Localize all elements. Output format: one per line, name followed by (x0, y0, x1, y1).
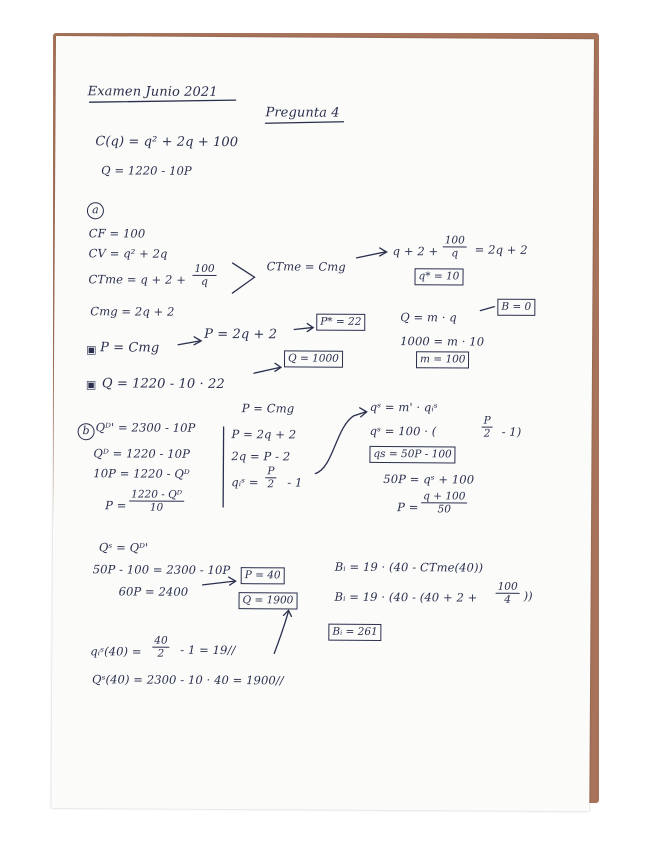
ink-strokes (51, 36, 594, 811)
qi-40-den: 2 (157, 647, 165, 660)
q-1900-box: Q = 1900 (239, 592, 298, 609)
demand-function: Q = 1220 - 10P (101, 163, 192, 178)
qs-100-num: P (482, 415, 493, 428)
p-2q-b: P = 2q + 2 (231, 427, 297, 442)
curved-arrow-qs (315, 412, 365, 474)
bi-line-2-prefix: Bᵢ = 19 · (40 - (40 + 2 + (334, 589, 478, 605)
q-star-box: q* = 10 (414, 268, 463, 285)
cv-line: CV = q² + 2q (88, 246, 168, 261)
qi-den: 2 (267, 478, 275, 491)
question-underline (265, 121, 343, 123)
cme-equals-cmg: CTme = Cmg (266, 259, 346, 274)
qi-post: - 1 (287, 475, 303, 490)
p-40-box: P = 40 (241, 567, 285, 584)
scribble-mark-2: ▣ (85, 378, 97, 392)
m-equation: 1000 = m · 10 (400, 334, 485, 349)
p-cmg-b: P = Cmg (241, 401, 295, 416)
p-q-num: q + 100 (421, 490, 467, 503)
cme-num: 100 (193, 263, 217, 276)
p-prefix: P = (105, 498, 127, 513)
handwritten-page (51, 36, 594, 811)
cme-eq-prefix: q + 2 + (392, 244, 439, 259)
qd-line: Qᴰ = 1220 - 10P (93, 446, 191, 461)
p-den: 10 (149, 501, 164, 514)
qi-40-post: - 1 = 19// (180, 642, 236, 658)
p-num: 1220 - Qᴰ (129, 488, 184, 501)
qs-m-line: qˢ = m' · qᵢˢ (369, 399, 438, 415)
exam-title: Examen Junio 2021 (87, 84, 218, 100)
qs-box: qs = 50P - 100 (369, 446, 455, 464)
scribble-mark: ▣ (86, 343, 97, 357)
cme-eq-post: = 2q + 2 (474, 242, 528, 257)
bi-line-1: Bᵢ = 19 · (40 - CTme(40)) (334, 559, 484, 575)
qi-num: P (265, 465, 276, 478)
fifty-p-line: 50P = qˢ + 100 (383, 472, 475, 487)
q-equation: Q = 1220 - 10 · 22 (101, 376, 225, 393)
b-box: B = 0 (497, 299, 535, 316)
two-q-line: 2q = P - 2 (231, 449, 291, 464)
sixty-p-eq: 60P = 2400 (118, 584, 189, 599)
p-equation: P = 2q + 2 (204, 326, 278, 343)
part-a-marker: a (87, 202, 104, 219)
qi-40-prefix: qᵢˢ(40) = (90, 644, 142, 659)
cmg-line: Cmg = 2q + 2 (90, 304, 175, 319)
bi-num: 100 (496, 581, 520, 594)
q-m-line: Q = m · q (400, 310, 457, 325)
m-box: m = 100 (416, 351, 470, 368)
cf-line: CF = 100 (88, 226, 146, 241)
qs-100-prefix: qˢ = 100 · ( (369, 423, 437, 439)
cme-den: q (201, 275, 208, 288)
cost-function: C(q) = q² + 2q + 100 (95, 134, 239, 151)
qs-100-den: 2 (483, 427, 491, 440)
p-equals-cmg: P = Cmg (100, 340, 160, 356)
brace-arrow (232, 263, 254, 293)
cme-eq-num: 100 (443, 234, 467, 247)
bi-den: 4 (504, 593, 511, 606)
bi-line-2-post: )) (523, 588, 533, 603)
ten-p-line: 10P = 1220 - Qᴰ (93, 466, 190, 481)
q-1000-box: Q = 1000 (284, 350, 343, 367)
question-title: Pregunta 4 (265, 105, 340, 121)
qi-40-num: 40 (152, 635, 169, 648)
part-b-marker: b (78, 423, 95, 440)
p-q-prefix: P = (397, 500, 419, 515)
p-star-box: P* = 22 (316, 314, 365, 331)
qs-100-post: - 1) (501, 424, 522, 439)
curved-arrow-q1900 (274, 611, 288, 653)
p-q-den: 50 (437, 503, 451, 516)
qi-prefix: qᵢˢ = (231, 475, 259, 490)
cme-eq-den: q (451, 247, 459, 260)
cme-prefix: CTme = q + 2 + (88, 272, 187, 287)
bi-box: Bᵢ = 261 (328, 624, 381, 641)
title-underline (90, 99, 236, 103)
qs-40-line: Qˢ(40) = 2300 - 10 · 40 = 1900// (92, 672, 284, 688)
qs-equals-qd: Qˢ = Qᴰ' (98, 540, 149, 555)
equilibrium-eq: 50P - 100 = 2300 - 10P (92, 562, 231, 578)
b-box-arrow (480, 307, 494, 311)
qd-prime-line: Qᴰ' = 2300 - 10P (95, 420, 196, 435)
